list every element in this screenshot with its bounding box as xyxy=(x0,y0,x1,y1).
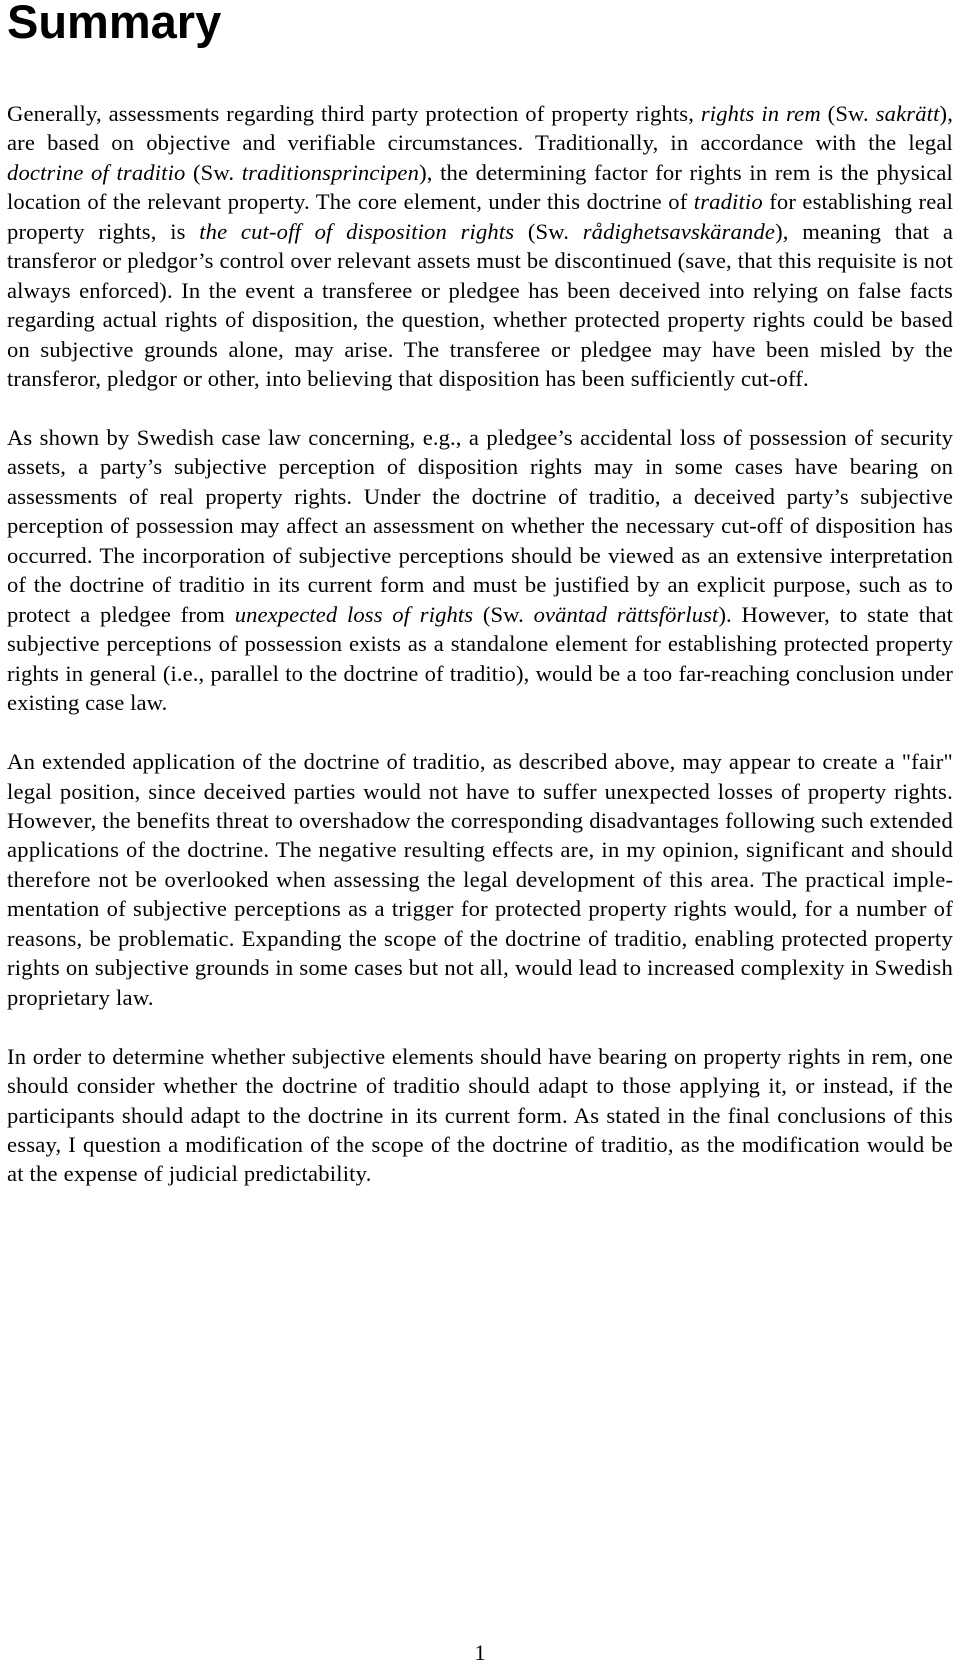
text-run: Generally, assessments regarding third party protection of property rights, xyxy=(7,101,701,126)
text-run: In order to determine whether subjective elements should have bearing on property rights in rem, one should consider whether the doctrine of traditio should adapt to those applying it, or instead, if the participants should adapt to the doctrine in its current form. As stated in the final conclusions of this essay, I question a modification of the scope of the doctrine of traditio, as the modification would be at the expense of judicial predictability. xyxy=(7,1043,953,1187)
text-run: (Sw. xyxy=(185,159,242,185)
text-run: ). However, to state that subjective perceptions of possession exists as a standalone element for establishing protected property rights in general (i.e., parallel to the doctrine of traditio), would be a too far-reaching conclusion under existing case law. xyxy=(7,601,953,716)
page-title: Summary xyxy=(7,0,222,48)
text-run: As shown by Swedish case law concerning, e.g., a pledgee’s accidental loss of possession of security assets, a party’s subjective perception of disposition rights may in some cases have bearing on assessments of real property rights. Under the doctrine of traditio, a deceived party’s subjective perception of possession may affect an assessment on whether the necessary cut-off of disposition has occurred. The incorporation of subjective perceptions should be viewed as an extensive interpretation of the doctrine of traditio in its current form and must be justified by an explicit purpose, such as to protect a pledgee from xyxy=(7,425,953,627)
italic-term: the cut-off of disposition rights xyxy=(199,218,515,244)
text-run: ), are based on objective and verifiable circumstances. Traditionally, in accordance with the legal xyxy=(7,101,953,156)
paragraph xyxy=(7,1042,953,1189)
italic-term: doctrine of traditio xyxy=(7,159,186,185)
summary-body xyxy=(7,99,953,1218)
text-run: ), the determining factor for rights in rem is the physical location of the relevant property. The core element, under this doctrine of xyxy=(7,159,953,215)
text-run: An extended application of the doctrine of traditio, as described above, may appear to create a "fair" legal position, since deceived parties would not have to suffer unexpected losses of property rights. However, the benefits threat to overshadow the corresponding disadvantages following such extended applications of the doctrine. The negative resulting effects are, in my opinion, significant and should therefore not be overlooked when assessing the legal development of this area. The practical implementation of subjective perceptions as a trigger for protected property rights would, for a number of reasons, be problematic. Expanding the scope of the doctrine of traditio, enabling protected property rights on subjective grounds in some cases but not all, would lead to increased complexity in Swedish proprietary law. xyxy=(7,749,953,1010)
italic-term: traditio xyxy=(693,189,763,215)
italic-term: sakrätt xyxy=(875,101,940,126)
italic-term: oväntad rättsförlust xyxy=(533,601,719,627)
page-number: 1 xyxy=(474,1640,486,1665)
text-run: ), meaning that a transferor or pledgor’s control over relevant assets must be discontinued (save, that this requisite is not always enforced). In the event a transferee or pledgee has been deceived into relying on false facts regarding actual rights of disposition, the question, whether protected property rights could be based on subjective grounds alone, may arise. The transferee or pledgee may have been misled by the transferor, pledgor or other, into believing that disposition has been sufficiently cut-off. xyxy=(7,218,953,392)
italic-term: rådighetsavskärande xyxy=(582,218,776,244)
text-run: (Sw. xyxy=(473,601,534,627)
paragraph xyxy=(7,747,953,1012)
italic-term: traditionsprincipen xyxy=(241,159,420,185)
italic-term: unexpected loss of rights xyxy=(234,601,474,627)
text-run: (Sw. xyxy=(820,101,876,126)
italic-term: rights in rem xyxy=(700,101,821,126)
paragraph xyxy=(7,423,953,718)
paragraph xyxy=(7,99,953,394)
text-run: for establishing real property rights, is xyxy=(7,189,953,244)
text-run: (Sw. xyxy=(514,218,583,244)
